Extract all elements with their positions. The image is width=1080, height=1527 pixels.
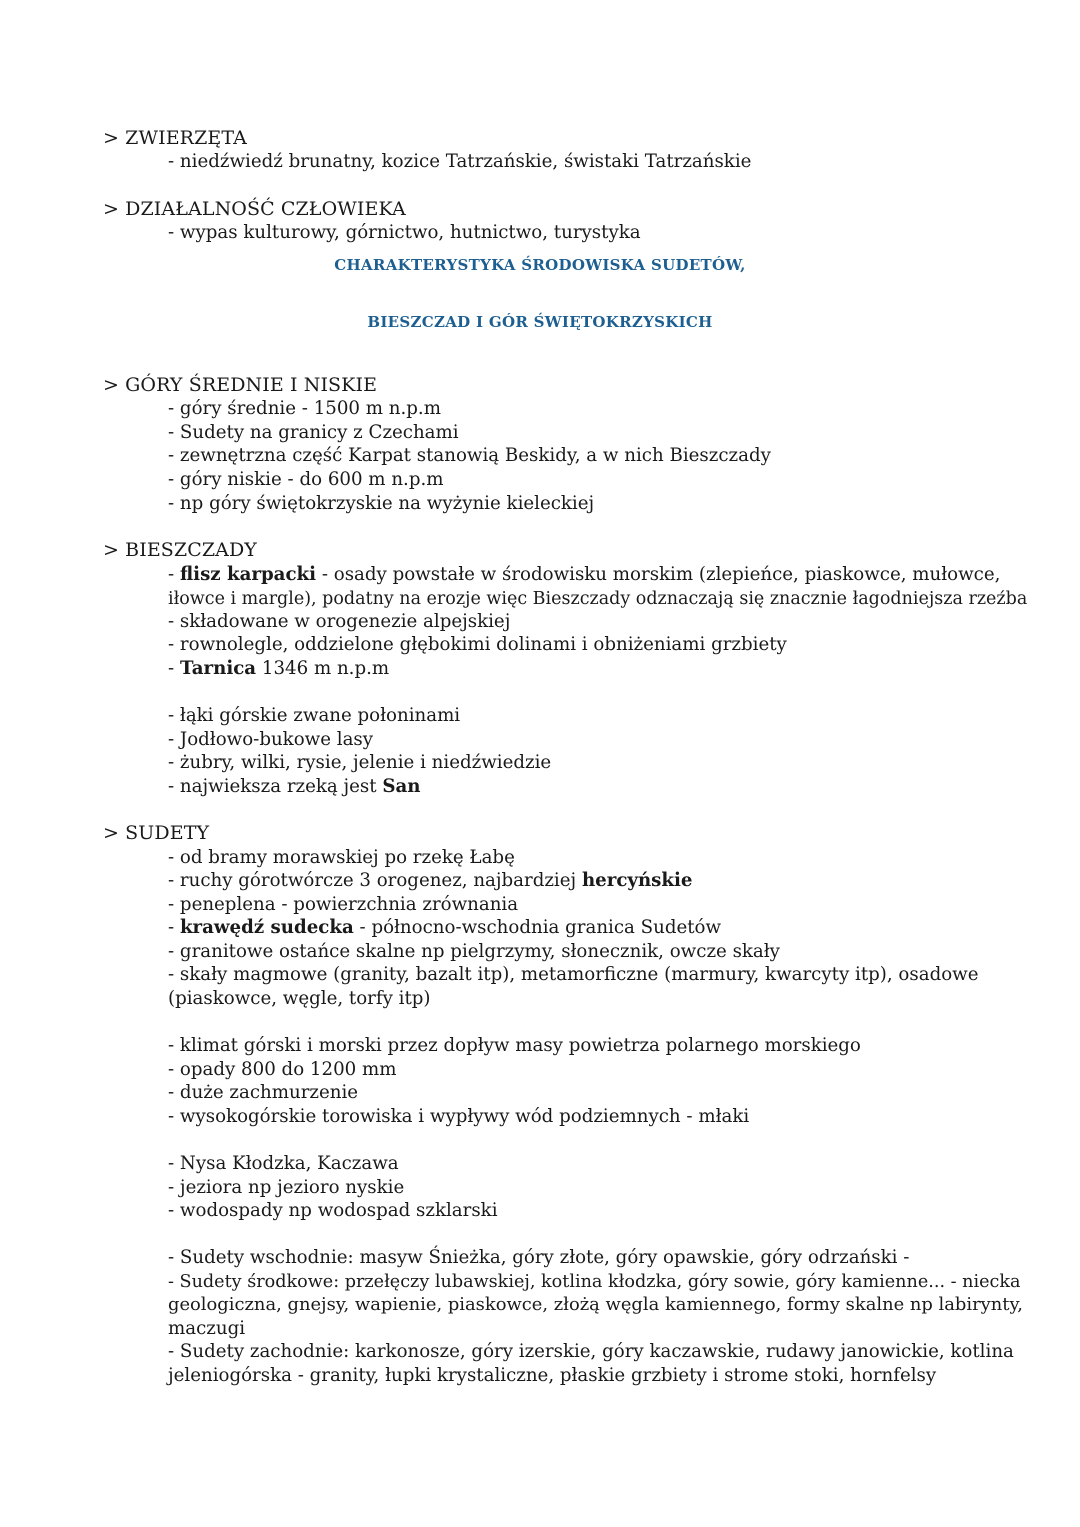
page-title-line-1: CHARAKTERYSTYKA ŚRODOWISKA SUDETÓW,: [334, 256, 746, 274]
list-item-continuation: maczugi: [168, 1318, 246, 1339]
list-item: - Sudety na granicy z Czechami: [168, 422, 459, 443]
section-heading-sudety: > SUDETY: [103, 822, 210, 844]
list-item: - zewnętrzna część Karpat stanowią Beskidy, a w nich Bieszczady: [168, 445, 771, 466]
section-heading-zwierzeta: > ZWIERZĘTA: [103, 127, 247, 149]
item-text: - osady powstałe w środowisku morskim (zlepieńce, piaskowce, mułowce,: [316, 564, 1001, 585]
item-text: - ruchy górotwórcze 3 orogenez, najbardziej: [168, 870, 582, 891]
page-title-line-2: BIESZCZAD I GÓR ŚWIĘTOKRZYSKICH: [367, 313, 713, 331]
list-item-krawedz: [168, 916, 721, 940]
list-item: - duże zachmurzenie: [168, 1082, 359, 1103]
list-item: - rownolegle, oddzielone głębokimi dolinami i obniżeniami grzbiety: [168, 634, 787, 655]
list-item: - skały magmowe (granity, bazalt itp), metamorficzne (marmury, kwarcyty itp), osadowe: [168, 964, 979, 985]
list-item: - niedźwiedź brunatny, kozice Tatrzańskie, świstaki Tatrzańskie: [168, 151, 752, 172]
bullet: -: [168, 658, 180, 679]
list-item: - np góry świętokrzyskie na wyżynie kieleckiej: [168, 493, 595, 514]
list-item: - góry niskie - do 600 m n.p.m: [168, 469, 444, 490]
section-heading-gory: > GÓRY ŚREDNIE I NISKIE: [103, 374, 378, 396]
list-item-ruchy: [168, 869, 693, 893]
list-item: - granitowe ostańce skalne np pielgrzymy, słonecznik, owcze skały: [168, 941, 780, 962]
list-item: - wypas kulturowy, górnictwo, hutnictwo, turystyka: [168, 222, 641, 243]
item-text: - północno-wschodnia granica Sudetów: [353, 917, 722, 938]
term-hercynskie: hercyńskie: [581, 870, 693, 891]
list-item-continuation: (piaskowce, węgle, torfy itp): [168, 988, 431, 1009]
list-item: - wysokogórskie torowiska i wypływy wód podziemnych - młaki: [168, 1106, 750, 1127]
item-text: 1346 m n.p.m: [256, 658, 390, 679]
list-item: - składowane w orogenezie alpejskiej: [168, 611, 511, 632]
list-item-continuation: geologiczna, gnejsy, wapienie, piaskowce, złożą węgla kamiennego, formy skalne np labirynty,: [168, 1294, 1023, 1315]
list-item: - Jodłowo-bukowe lasy: [168, 729, 374, 750]
item-text: - najwieksza rzeką jest: [168, 776, 383, 797]
term-san: San: [382, 776, 421, 797]
term-flisz-karpacki: flisz karpacki: [179, 564, 317, 585]
list-item: - łąki górskie zwane połoninami: [168, 705, 461, 726]
list-item-rzeka: [168, 775, 421, 799]
list-item: - klimat górski i morski przez dopływ masy powietrza polarnego morskiego: [168, 1035, 861, 1056]
list-item-tarnica: [168, 657, 389, 681]
list-item: - żubry, wilki, rysie, jelenie i niedźwiedzie: [168, 752, 552, 773]
list-item: - Sudety środkowe: przełęczy lubawskiej, kotlina kłodzka, góry sowie, góry kamienne... - niecka: [168, 1272, 1021, 1292]
list-item: - peneplena - powierzchnia zrównania: [168, 894, 519, 915]
list-item: - od bramy morawskiej po rzekę Łabę: [168, 847, 515, 868]
section-heading-dzialalnosc: > DZIAŁALNOŚĆ CZŁOWIEKA: [103, 198, 406, 220]
list-item: - wodospady np wodospad szklarski: [168, 1200, 498, 1221]
term-krawedz-sudecka: krawędź sudecka: [179, 917, 354, 938]
list-item: - Sudety wschodnie: masyw Śnieżka, góry złote, góry opawskie, góry odrzański -: [168, 1247, 910, 1268]
term-tarnica: Tarnica: [179, 658, 257, 679]
list-item: - Nysa Kłodzka, Kaczawa: [168, 1153, 399, 1174]
list-item-flisz: [168, 563, 1000, 587]
list-item: - opady 800 do 1200 mm: [168, 1059, 397, 1080]
list-item-continuation: iłowce i margle), podatny na erozje więc Bieszczady odznaczają się znacznie łagodniejsza rzeźba: [168, 589, 1028, 609]
list-item: - Sudety zachodnie: karkonosze, góry izerskie, góry kaczawskie, rudawy janowickie, kotlina: [168, 1341, 1014, 1362]
bullet: -: [168, 917, 180, 938]
list-item: - jeziora np jezioro nyskie: [168, 1177, 405, 1198]
section-heading-bieszczady: > BIESZCZADY: [103, 539, 257, 561]
list-item-continuation: jeleniogórska - granity, łupki krystaliczne, płaskie grzbiety i strome stoki, hornfelsy: [168, 1365, 937, 1386]
bullet: -: [168, 564, 180, 585]
list-item: - góry średnie - 1500 m n.p.m: [168, 398, 441, 419]
